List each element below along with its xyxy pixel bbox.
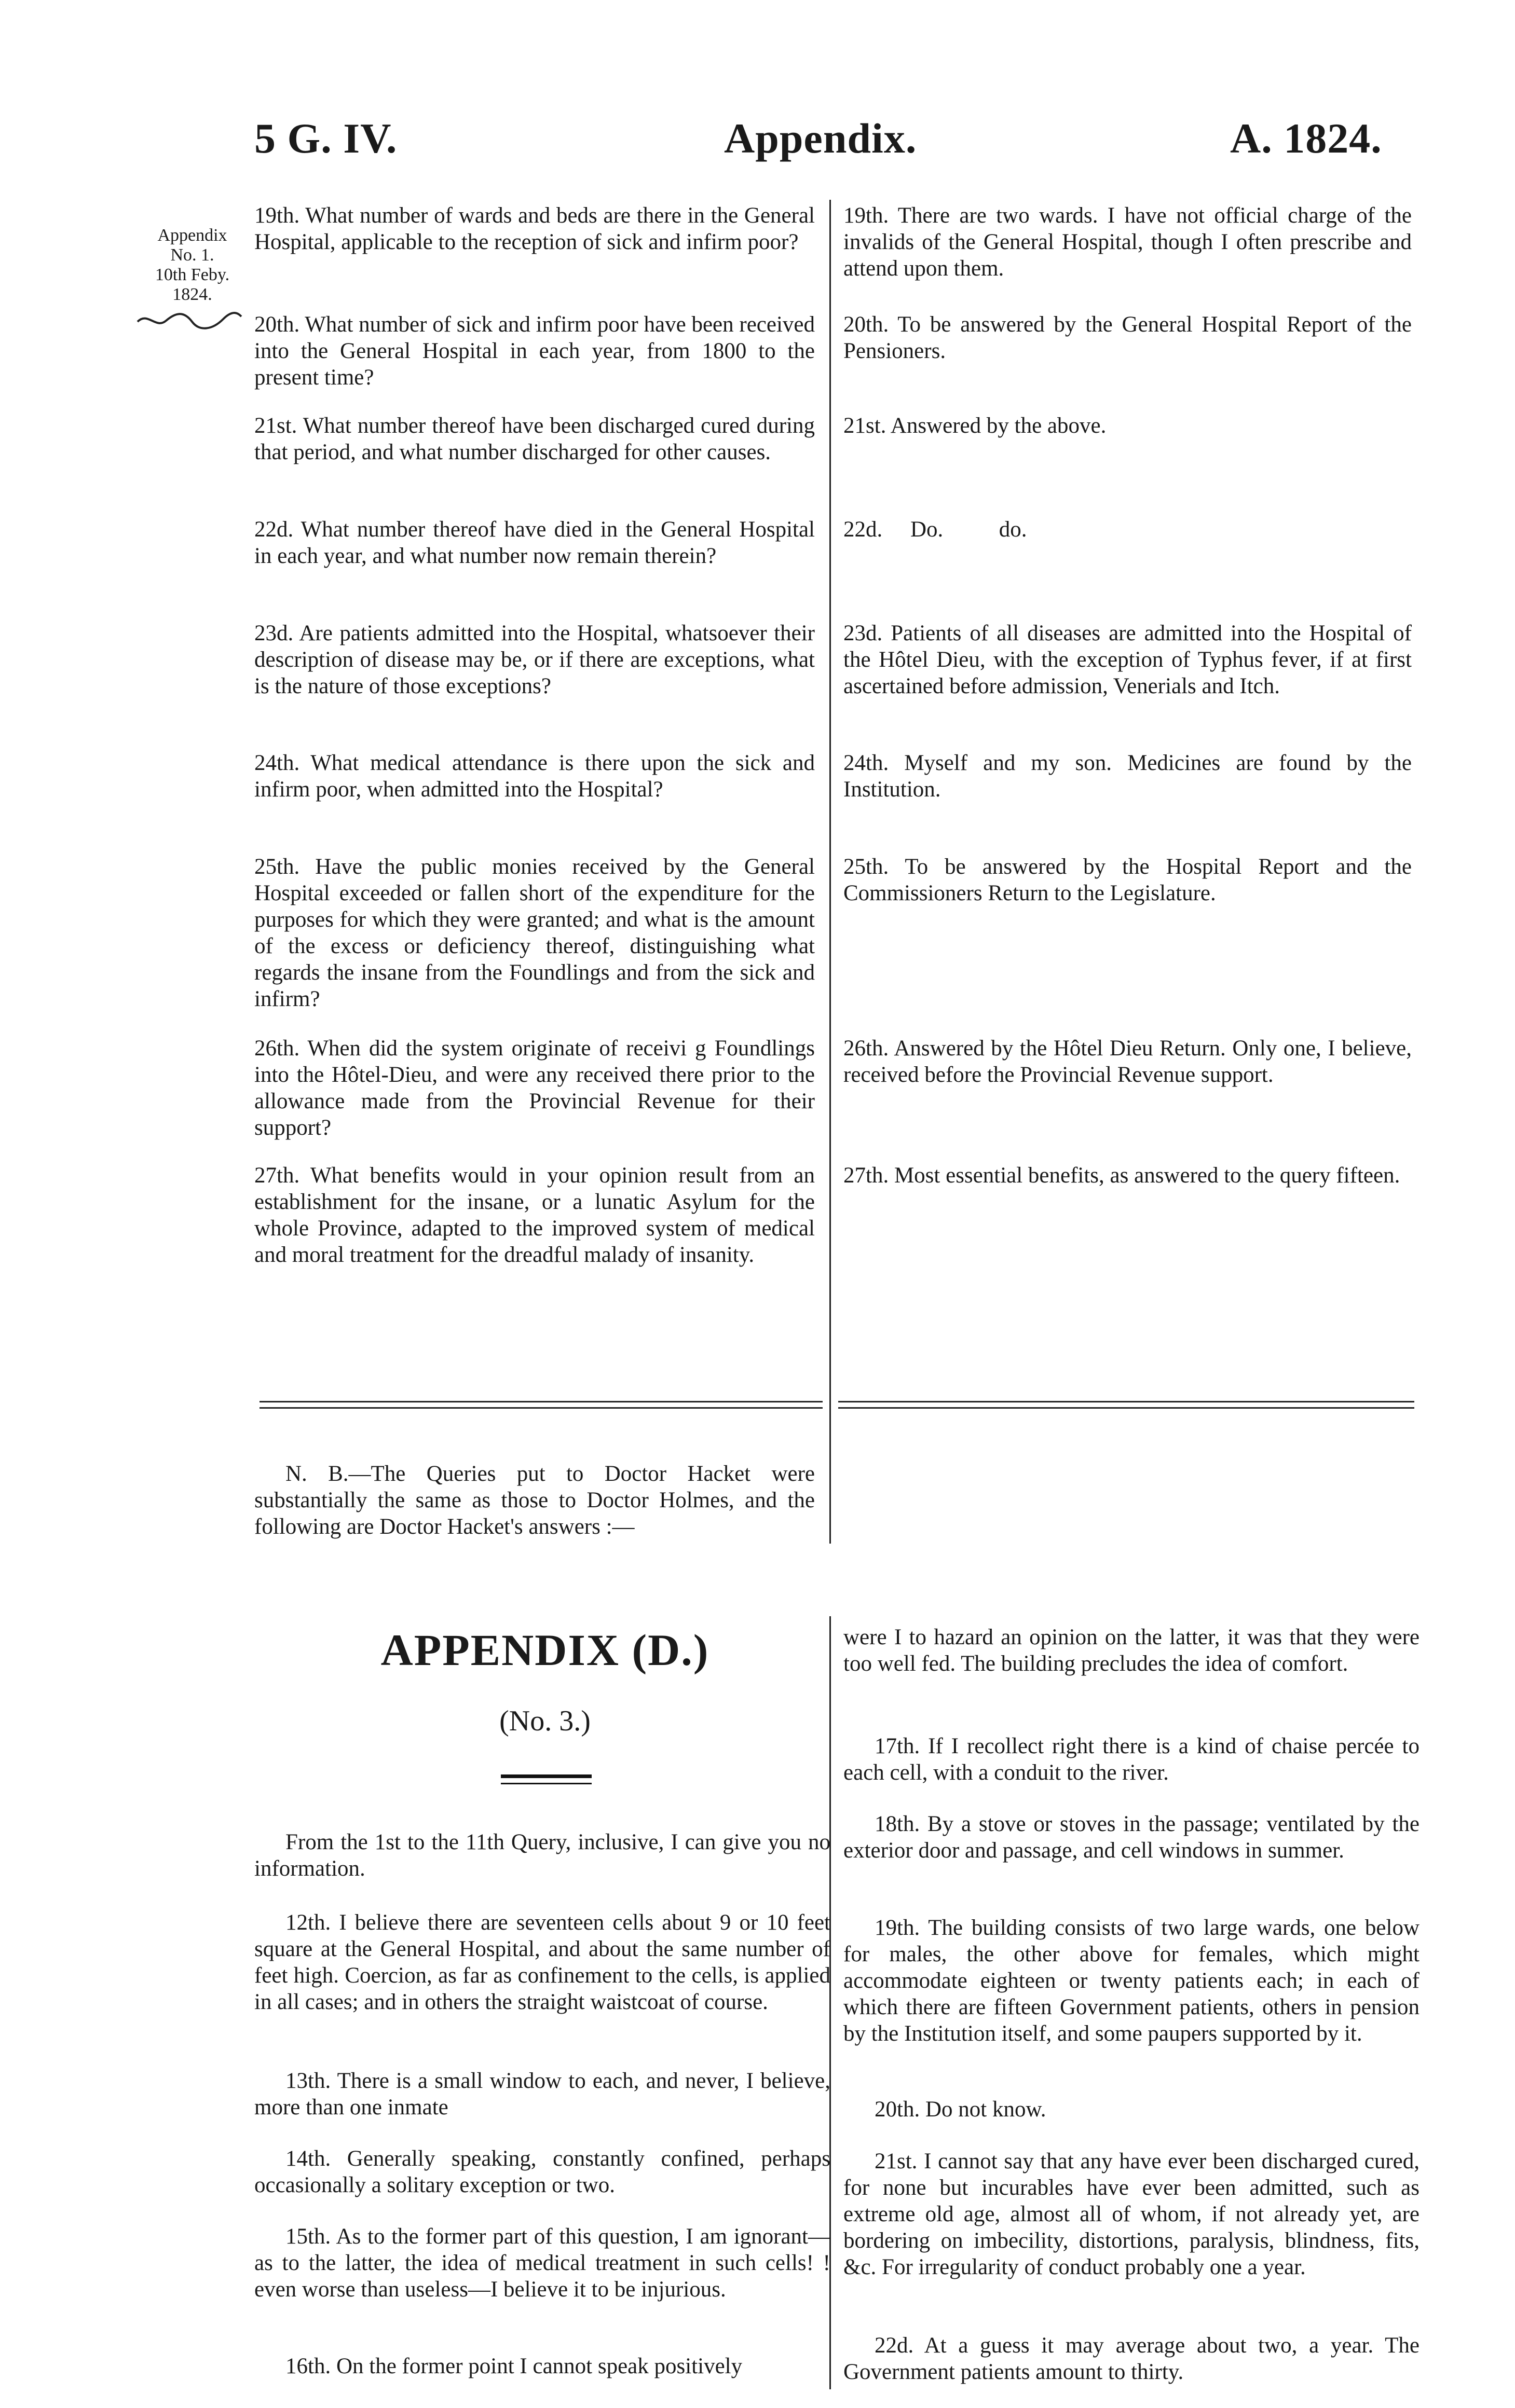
- margin-note-line: 10th Feby.: [155, 265, 230, 284]
- answer-paragraph: 15th. As to the former part of this question, I am ignorant—as to the latter, the idea of medical treatment in such cells! ! even worse than useless—I believe it to be injurious.: [254, 2224, 830, 2302]
- left-answers: [254, 2145, 830, 2198]
- header-year: A. 1824.: [1230, 115, 1382, 162]
- query-20: 20th. What number of sick and infirm poor have been received into the General Hospital in each year, from 1800 to the present time?: [254, 312, 815, 390]
- left-answers: [254, 1829, 830, 1882]
- column-divider-top: [829, 200, 831, 1414]
- right-answers: [843, 2332, 1420, 2385]
- query-25: 25th. Have the public monies received by the General Hospital exceeded or fallen short of the expenditure for the purposes for which they were granted; and what is the amount of the excess or deficiency thereof, distinguishing what regards the insane from the Foundlings and from the sick and infirm?: [254, 855, 815, 1011]
- answer-paragraph: 12th. I believe there are seventeen cells about 9 or 10 feet square at the General Hospital, and about the same number of feet high. Coercion, as far as confinement to the cells, is applied in all cases; and in others the straight waistcoat of course.: [254, 1910, 830, 2014]
- query-27: 27th. What benefits would in your opinion result from an establishment for the insane, or a lunatic Asylum for the whole Province, adapted to the improved system of medical and moral treatment for the dreadful malady of insanity.: [254, 1163, 815, 1267]
- answer-24: 24th. Myself and my son. Medicines are found by the Institution.: [843, 751, 1412, 802]
- answer-paragraph: 13th. There is a small window to each, and never, I believe, more than one inmate: [254, 2069, 830, 2120]
- answer-paragraph: 20th. Do not know.: [875, 2097, 1046, 2122]
- nb-paragraph: N. B.—The Queries put to Doctor Hacket were substantially the same as those to Doctor Holmes, and the following are Doctor Hacket's answers :—: [254, 1462, 815, 1539]
- answer-paragraph: 19th. The building consists of two large wards, one below for males, the other above for females, which might accommodate eighteen or twenty patients each; in each of which there are fifteen Government patients, others in pension by the Institution itself, and some paupers supported by it.: [843, 1916, 1420, 2046]
- left-answers: [254, 2353, 830, 2379]
- answer-paragraph: From the 1st to the 11th Query, inclusive, I can give you no information.: [254, 1830, 830, 1881]
- answer-paragraph: 22d. At a guess it may average about two, a year. The Government patients amount to thirty.: [843, 2333, 1420, 2384]
- answer-22: 22d. Do. do.: [843, 517, 1027, 542]
- section-rule-right: [838, 1401, 1414, 1402]
- section-rule-left: [260, 1407, 823, 1409]
- header-volume: 5 G. IV.: [254, 115, 398, 162]
- left-answers: [254, 2223, 830, 2303]
- right-answers: [843, 1915, 1420, 2047]
- answer-26: 26th. Answered by the Hôtel Dieu Return. Only one, I believe, received before the Provincial Revenue support.: [843, 1036, 1412, 1087]
- section-rule-left: [260, 1401, 823, 1402]
- answer-25: 25th. To be answered by the Hospital Report and the Commissioners Return to the Legislature.: [843, 855, 1412, 905]
- margin-note-line: No. 1.: [170, 245, 214, 265]
- margin-note-line: 1824.: [172, 285, 212, 304]
- answer-paragraph: 16th. On the former point I cannot speak positively: [285, 2354, 743, 2378]
- answer-23: 23d. Patients of all diseases are admitted into the Hospital of the Hôtel Dieu, with the exception of Typhus fever, if at first ascertained before admission, Venerials and Itch.: [843, 621, 1412, 698]
- query-23: 23d. Are patients admitted into the Hospital, whatsoever their description of disease may be, or if there are exceptions, what is the nature of those exceptions?: [254, 621, 815, 698]
- answer-paragraph: 14th. Generally speaking, constantly confined, perhaps occasionally a solitary exception or two.: [254, 2146, 830, 2197]
- left-answers: [254, 1909, 830, 2015]
- heading-rule: [501, 1783, 592, 1784]
- right-answers: [843, 2148, 1420, 2280]
- left-answers: [254, 2068, 830, 2121]
- answer-27: 27th. Most essential benefits, as answered to the query fifteen.: [843, 1163, 1400, 1188]
- margin-note: [147, 226, 238, 305]
- appendix-number: (No. 3.): [499, 1705, 591, 1737]
- query-22: 22d. What number thereof have died in the General Hospital in each year, and what number now remain therein?: [254, 517, 815, 568]
- section-rule-right: [838, 1407, 1414, 1409]
- margin-swash-ornament: [135, 306, 244, 332]
- answer-paragraph: 18th. By a stove or stoves in the passage; ventilated by the exterior door and passage, and cell windows in summer.: [843, 1812, 1420, 1863]
- right-answers: [843, 1624, 1420, 1677]
- query-24: 24th. What medical attendance is there upon the sick and infirm poor, when admitted into the Hospital?: [254, 751, 815, 802]
- query-21: 21st. What number thereof have been discharged cured during that period, and what number discharged for other causes.: [254, 414, 815, 464]
- query-26: 26th. When did the system originate of receivi g Foundlings into the Hôtel-Dieu, and were any received there prior to the allowance made from the Provincial Revenue for their support?: [254, 1036, 815, 1140]
- right-answers: [843, 2096, 1420, 2123]
- answer-paragraph: 17th. If I recollect right there is a kind of chaise percée to each cell, with a conduit to the river.: [843, 1734, 1420, 1785]
- answer-21: 21st. Answered by the above.: [843, 414, 1107, 438]
- answer-20: 20th. To be answered by the General Hospital Report of the Pensioners.: [843, 312, 1412, 363]
- answer-paragraph: were I to hazard an opinion on the latter, it was that they were too well fed. The building precludes the idea of comfort.: [843, 1625, 1420, 1676]
- answer-19: 19th. There are two wards. I have not official charge of the invalids of the General Hospital, though I often prescribe and attend upon them.: [843, 203, 1412, 281]
- answer-paragraph: 21st. I cannot say that any have ever been discharged cured, for none but incurables have ever been admitted, such as extreme old age, almost all of whom, if not already yet, are bordering on imbecility, distortions, paralysis, blindness, fits, &c. For irregularity of conduct probably one a year.: [843, 2149, 1420, 2279]
- appendix-title: APPENDIX (D.): [380, 1625, 709, 1675]
- query-19: 19th. What number of wards and beds are there in the General Hospital, applicable to the reception of sick and infirm poor?: [254, 203, 815, 254]
- nb-note: [254, 1461, 815, 1540]
- margin-note-line: Appendix: [157, 226, 227, 245]
- header-title: Appendix.: [724, 115, 917, 162]
- right-answers: [843, 1733, 1420, 1786]
- right-answers: [843, 1811, 1420, 1864]
- heading-rule: [501, 1774, 592, 1778]
- column-divider-mid: [829, 1414, 831, 1544]
